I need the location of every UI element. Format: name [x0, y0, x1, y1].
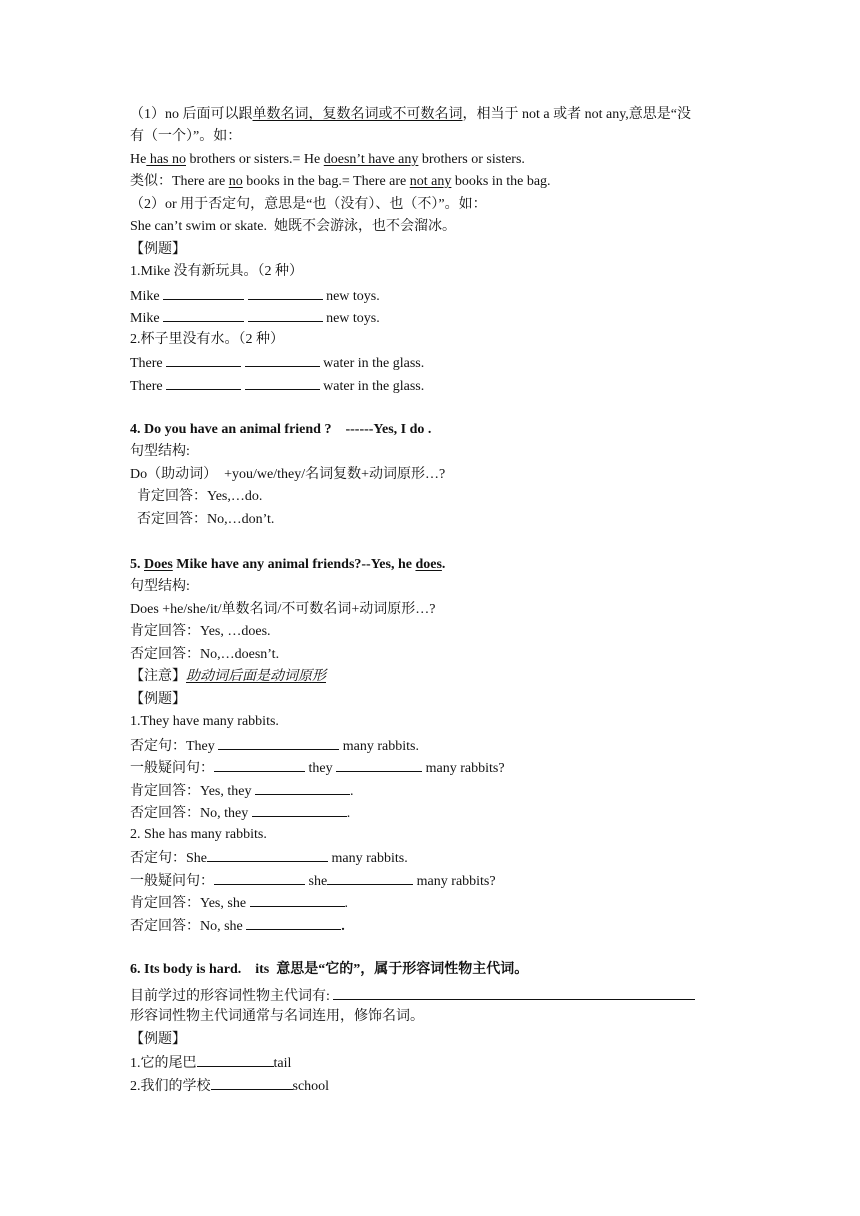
text: water in the glass.	[319, 356, 425, 371]
text: 目前学过的形容词性物主代词有:	[130, 989, 334, 1004]
text: ，相当于 not a 或者 not any,意思是“没	[462, 107, 692, 122]
text: .	[346, 806, 351, 821]
exercise-heading: 【例题】	[130, 242, 186, 257]
text: tail	[273, 1056, 292, 1071]
example-sentence	[130, 151, 525, 169]
section-heading-4: 4. Do you have an animal friend ? ------Yes, I do .	[130, 422, 432, 437]
text: 类似：There are	[130, 174, 229, 189]
underlined-text: 单数名词，复数名词或不可数名词	[252, 107, 463, 122]
text: she	[305, 874, 328, 889]
example-sentence: She can’t swim or skate. 她既不会游泳，也不会溜冰。	[130, 219, 456, 234]
text: .	[441, 557, 446, 572]
text: .	[349, 784, 354, 799]
structure-label: 句型结构:	[130, 579, 190, 594]
answer-blank[interactable]	[333, 986, 695, 1000]
text: they	[305, 761, 337, 776]
text: Mike	[130, 311, 164, 326]
negative-answer: 否定回答：No,…don’t.	[130, 512, 275, 527]
answer-blank[interactable]	[248, 308, 323, 322]
underlined-text: not any	[409, 174, 452, 189]
text: There	[130, 356, 167, 371]
text: 否定句：She	[130, 851, 207, 866]
answer-blank[interactable]	[163, 308, 244, 322]
exercise-line	[130, 308, 380, 328]
text: He	[130, 152, 147, 167]
exercise-line	[130, 893, 348, 913]
text: water in the glass.	[319, 379, 425, 394]
exercise-heading: 【例题】	[130, 1032, 186, 1047]
text: 1.它的尾巴	[130, 1056, 197, 1071]
note-line	[130, 668, 326, 686]
text: （1）no 后面可以跟	[130, 107, 253, 122]
text: 肯定回答：Yes, they	[130, 784, 255, 799]
structure-label: 句型结构:	[130, 444, 190, 459]
text: Mike	[130, 289, 164, 304]
text: brothers or sisters.	[418, 152, 525, 167]
negative-answer: 否定回答：No,…doesn’t.	[130, 647, 280, 662]
note-line-1	[130, 106, 691, 124]
emphasized-note: 助动词后面是动词原形	[186, 669, 326, 684]
text: many rabbits.	[328, 851, 408, 866]
note-line-2: 有（一个）”。如：	[130, 129, 242, 144]
text: 【注意】	[130, 669, 186, 684]
exercise-line	[130, 803, 350, 823]
answer-blank[interactable]	[248, 286, 323, 300]
exercise-line	[130, 758, 505, 778]
exercise-heading: 【例题】	[130, 692, 186, 707]
underlined-text: Does	[144, 557, 173, 572]
underlined-text: does	[415, 557, 442, 572]
exercise-prompt: 1.Mike 没有新玩具。（2 种）	[130, 264, 304, 279]
note-line: 形容词性物主代词通常与名词连用，修饰名词。	[130, 1009, 424, 1024]
answer-blank[interactable]	[166, 353, 241, 367]
text: 2.我们的学校	[130, 1079, 211, 1094]
underlined-text: no	[228, 174, 243, 189]
text: books in the bag.= There are	[242, 174, 410, 189]
exercise-prompt: 2.杯子里没有水。（2 种）	[130, 332, 284, 347]
answer-blank[interactable]	[207, 848, 328, 862]
text: 一般疑问句：	[130, 874, 214, 889]
text: brothers or sisters.= He	[186, 152, 324, 167]
answer-blank[interactable]	[336, 758, 422, 772]
text: 一般疑问句：	[130, 761, 214, 776]
answer-blank[interactable]	[218, 736, 339, 750]
answer-blank[interactable]	[214, 758, 305, 772]
text: 否定回答：No, she	[130, 919, 247, 934]
underlined-text: has no	[146, 152, 186, 167]
underlined-text: doesn’t have any	[323, 152, 419, 167]
answer-blank[interactable]	[166, 376, 241, 390]
text: Mike have any animal friends?--Yes, he	[172, 557, 416, 572]
text: many rabbits.	[339, 739, 419, 754]
text: .	[341, 919, 345, 934]
text: new toys.	[322, 289, 380, 304]
answer-blank[interactable]	[163, 286, 244, 300]
exercise-line	[130, 916, 345, 936]
text: 肯定回答：Yes, she	[130, 896, 250, 911]
exercise-line	[130, 376, 424, 396]
answer-blank[interactable]	[327, 871, 413, 885]
exercise-line	[130, 736, 419, 756]
exercise-line	[130, 848, 408, 868]
exercise-prompt: 2. She has many rabbits.	[130, 827, 267, 842]
exercise-line	[130, 1053, 291, 1073]
exercise-prompt: 1.They have many rabbits.	[130, 714, 279, 729]
text: many rabbits?	[422, 761, 505, 776]
text: 否定回答：No, they	[130, 806, 252, 821]
answer-blank[interactable]	[252, 803, 347, 817]
text: 否定句：They	[130, 739, 219, 754]
question-line	[130, 986, 695, 1006]
text: .	[344, 896, 349, 911]
answer-blank[interactable]	[245, 353, 320, 367]
section-heading-6: 6. Its body is hard. its 意思是“它的”，属于形容词性物主代词。	[130, 962, 529, 977]
text: There	[130, 379, 167, 394]
answer-blank[interactable]	[245, 376, 320, 390]
exercise-line	[130, 353, 424, 373]
note-line-or: （2）or 用于否定句，意思是“也（没有）、也（不）”。如：	[130, 197, 487, 212]
positive-answer: 肯定回答：Yes,…do.	[130, 489, 263, 504]
structure-pattern: Does +he/she/it/单数名词/不可数名词+动词原形…?	[130, 602, 436, 617]
answer-blank[interactable]	[255, 781, 350, 795]
answer-blank[interactable]	[197, 1053, 274, 1067]
structure-pattern: Do（助动词） +you/we/they/名词复数+动词原形…?	[130, 467, 446, 482]
section-heading-5	[130, 556, 445, 574]
text: books in the bag.	[451, 174, 551, 189]
text: new toys.	[322, 311, 380, 326]
exercise-line	[130, 871, 496, 891]
answer-blank[interactable]	[214, 871, 305, 885]
text: 5.	[130, 557, 144, 572]
answer-blank[interactable]	[211, 1076, 293, 1090]
text: school	[292, 1079, 330, 1094]
text: many rabbits?	[413, 874, 496, 889]
positive-answer: 肯定回答：Yes, …does.	[130, 624, 271, 639]
exercise-line	[130, 781, 353, 801]
answer-blank[interactable]	[250, 893, 345, 907]
example-sentence	[130, 173, 551, 191]
exercise-line	[130, 286, 380, 306]
exercise-line	[130, 1076, 329, 1096]
answer-blank[interactable]	[246, 916, 341, 930]
